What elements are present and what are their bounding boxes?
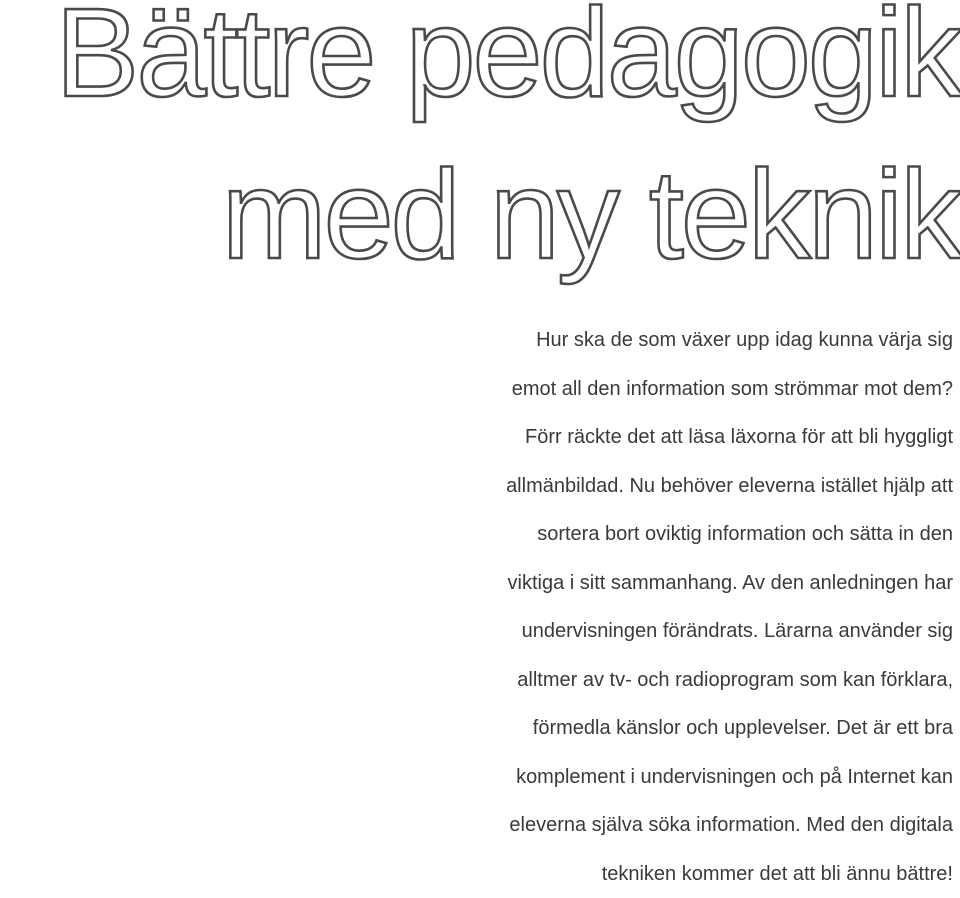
- headline-line-2: med ny teknik: [55, 134, 960, 296]
- body-line: tekniken kommer det att bli ännu bättre!: [393, 850, 953, 898]
- headline: [55, 0, 960, 296]
- headline-line-1: Bättre pedagogik: [55, 0, 960, 134]
- body-line: emot all den information som strömmar mot dem?: [393, 365, 953, 414]
- body-line: undervisningen förändrats. Lärarna använder sig: [393, 607, 953, 656]
- body-line: förmedla känslor och upplevelser. Det är ett bra: [393, 704, 953, 753]
- body-line: sortera bort oviktig information och sätta in den: [393, 510, 953, 559]
- body-line: viktiga i sitt sammanhang. Av den anledningen har: [393, 559, 953, 608]
- body-line: allmänbildad. Nu behöver eleverna istället hjälp att: [393, 462, 953, 511]
- body-line: komplement i undervisningen och på Internet kan: [393, 753, 953, 802]
- body-line: Hur ska de som växer upp idag kunna värja sig: [393, 316, 953, 365]
- body-line: alltmer av tv- och radioprogram som kan förklara,: [393, 656, 953, 705]
- body-line: Förr räckte det att läsa läxorna för att bli hyggligt: [393, 413, 953, 462]
- body-paragraph: [393, 316, 953, 898]
- body-line: eleverna själva söka information. Med den digitala: [393, 801, 953, 850]
